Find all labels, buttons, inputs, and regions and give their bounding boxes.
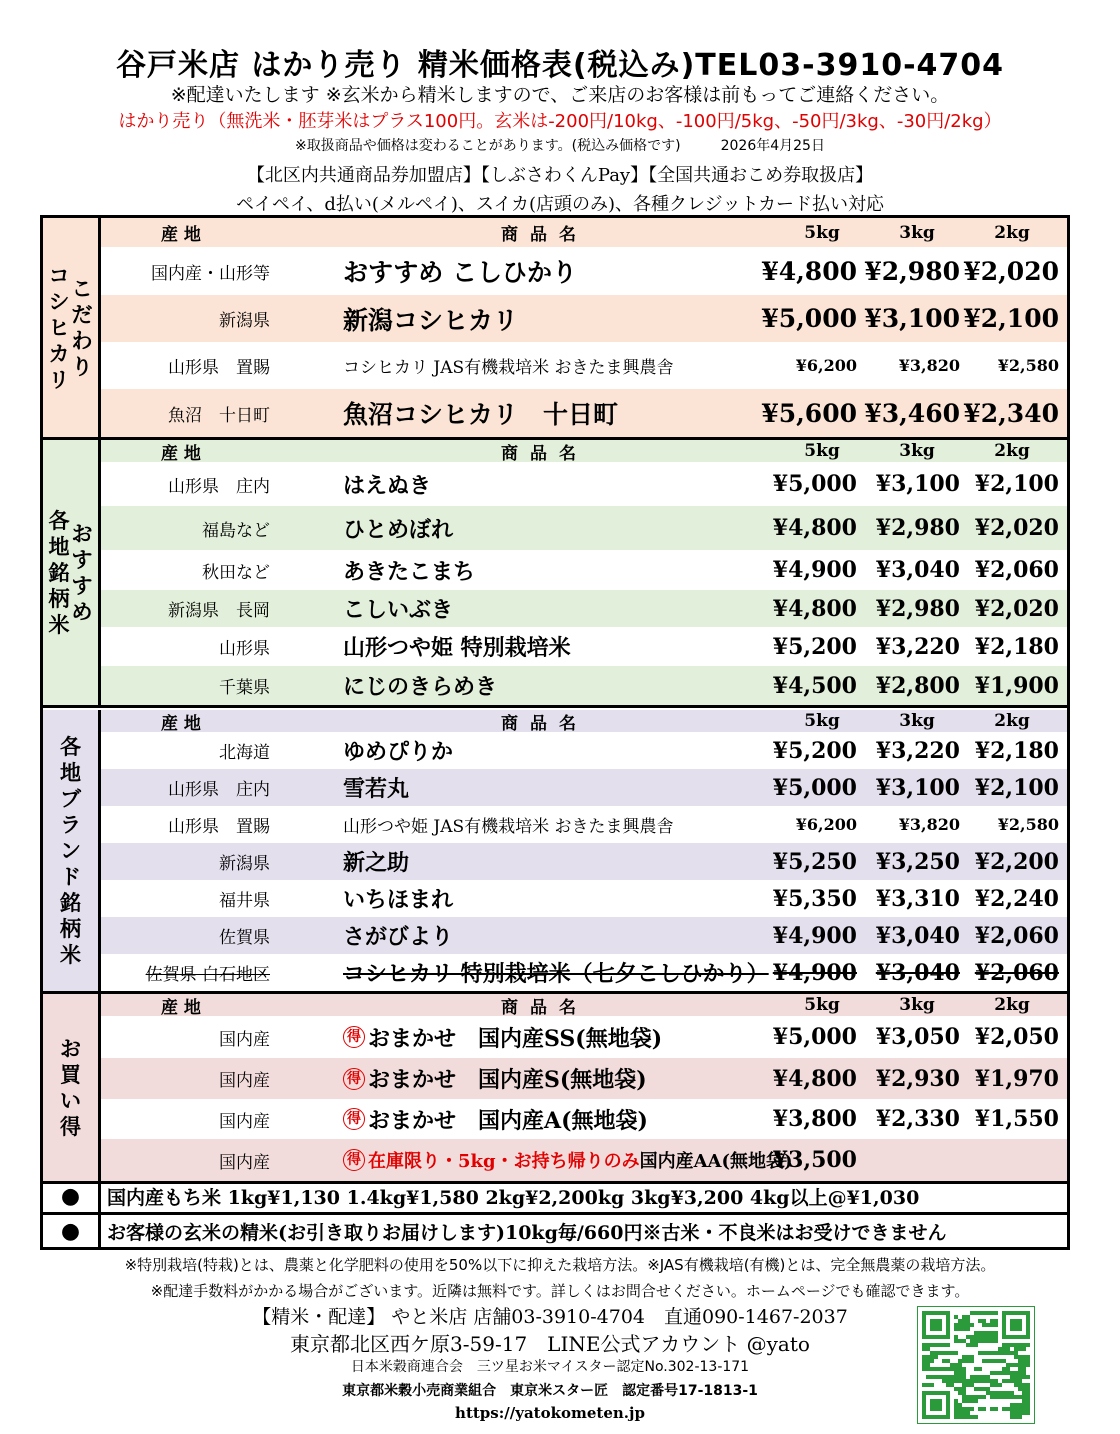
price-5kg: ¥4,500 bbox=[772, 672, 857, 699]
price-5kg: ¥5,200 bbox=[772, 633, 857, 660]
price-3kg: ¥2,330 bbox=[875, 1106, 960, 1132]
page-title: 谷戸米店 はかり売り 精米価格表(税込み)TEL03-3910-4704 bbox=[115, 48, 1005, 83]
origin-cell: 魚沼 十日町 bbox=[168, 405, 270, 426]
product-name: 魚沼コシヒカリ 十日町 bbox=[343, 400, 619, 429]
product-name: おまかせ 国内産SS(無地袋) bbox=[368, 1025, 663, 1052]
footer-association-1: 日本米穀商連合会 三ツ星お米マイスター認定No.302-13-171 bbox=[350, 1359, 750, 1375]
section-label bbox=[43, 994, 101, 1181]
product-name-cell bbox=[343, 954, 769, 991]
price-2kg: ¥2,060 bbox=[974, 959, 1059, 986]
price-2kg: ¥2,060 bbox=[974, 922, 1059, 949]
product-name-cell bbox=[343, 506, 453, 550]
origin-cell: 福島など bbox=[202, 520, 270, 541]
section-label-column bbox=[72, 521, 93, 625]
info-row bbox=[43, 1181, 1067, 1215]
section-label-column bbox=[72, 276, 93, 380]
section-4 bbox=[43, 994, 1067, 1184]
product-name: こしいぶき bbox=[343, 597, 454, 623]
header-name: 商品名 bbox=[501, 225, 588, 245]
section-label-char: 柄 bbox=[48, 585, 70, 611]
section-3 bbox=[43, 710, 1067, 994]
price-2kg: ¥2,020 bbox=[963, 256, 1059, 286]
price-2kg: ¥1,900 bbox=[974, 672, 1059, 699]
price-5kg: ¥5,200 bbox=[772, 737, 857, 764]
product-name-cell bbox=[343, 342, 674, 389]
price-3kg: ¥2,980 bbox=[875, 595, 960, 622]
product-name-cell bbox=[343, 462, 431, 506]
origin-cell: 佐賀県 白石地区 bbox=[145, 965, 270, 985]
origin-cell: 山形県 置賜 bbox=[168, 358, 270, 378]
section-label-char: だ bbox=[71, 301, 93, 327]
price-3kg: ¥2,800 bbox=[875, 672, 960, 699]
product-name-cell bbox=[343, 843, 409, 880]
product-name: ひとめぼれ bbox=[343, 516, 454, 543]
price-2kg: ¥1,970 bbox=[974, 1065, 1059, 1092]
table-row bbox=[101, 732, 1067, 769]
memberships: 【北区内共通商品券加盟店】【しぶさわくんPay】【全国共通おこめ券取扱店】 bbox=[246, 165, 874, 186]
section-label-char: 銘 bbox=[48, 559, 70, 585]
header-name: 商品名 bbox=[501, 443, 588, 464]
product-name-cell bbox=[343, 1099, 648, 1139]
section-label-char: カ bbox=[48, 340, 70, 366]
price-3kg: ¥3,820 bbox=[898, 815, 960, 834]
table-header-row bbox=[101, 218, 1067, 247]
table-row bbox=[101, 550, 1067, 590]
section-label-char: め bbox=[71, 598, 93, 624]
table-row bbox=[101, 917, 1067, 954]
info-row bbox=[43, 1214, 1067, 1248]
price-3kg: ¥3,100 bbox=[864, 304, 960, 333]
price-2kg: ¥2,020 bbox=[974, 595, 1059, 622]
section-label-char: 地 bbox=[60, 759, 81, 785]
website-link[interactable]: https://yatokometen.jp bbox=[455, 1404, 645, 1422]
qr-code-icon[interactable] bbox=[917, 1306, 1035, 1424]
price-3kg: ¥3,220 bbox=[875, 633, 960, 660]
deal-mark-icon: 得 bbox=[343, 1108, 365, 1130]
price-3kg: ¥3,820 bbox=[898, 356, 960, 375]
table-row bbox=[101, 954, 1067, 991]
deal-mark-icon: 得 bbox=[343, 1149, 365, 1171]
origin-cell: 山形県 bbox=[219, 639, 270, 659]
section-label-char: ブ bbox=[60, 785, 81, 811]
product-name: はえぬき bbox=[343, 472, 432, 499]
delivery-notice: ※配達いたします ※玄米から精米しますので、ご来店のお客様は前もってご連絡ください。 bbox=[170, 84, 950, 106]
bullet-icon: ● bbox=[43, 1214, 101, 1248]
section-label-char: シ bbox=[48, 288, 70, 314]
header-2kg: 2kg bbox=[994, 711, 1030, 731]
price-5kg: ¥5,000 bbox=[772, 774, 857, 801]
weighing-notice: はかり売り（無洗米・胚芽米はプラス100円。玄米は-200円/10kg、-100円/5kg、-50円/3kg、-30円/2kg） bbox=[118, 111, 1002, 132]
price-5kg: ¥4,900 bbox=[772, 557, 857, 583]
product-name-cell bbox=[343, 550, 475, 590]
price-2kg: ¥2,580 bbox=[997, 356, 1059, 375]
product-name: おまかせ 国内産S(無地袋) bbox=[368, 1067, 647, 1093]
section-label-column bbox=[60, 734, 81, 968]
price-2kg: ¥2,240 bbox=[974, 885, 1059, 912]
header-origin: 産 地 bbox=[161, 997, 201, 1018]
origin-cell: 福井県 bbox=[219, 891, 270, 911]
table-row bbox=[101, 342, 1067, 389]
origin-cell: 佐賀県 bbox=[219, 928, 270, 948]
table-row bbox=[101, 1016, 1067, 1058]
product-name: 山形つや姫 JAS有機栽培米 おきたま興農舎 bbox=[343, 817, 674, 837]
section-label-char: り bbox=[71, 353, 93, 379]
section-label-char: 地 bbox=[48, 533, 70, 559]
price-3kg: ¥3,460 bbox=[864, 398, 960, 428]
product-name-cell bbox=[343, 627, 571, 666]
origin-cell: 新潟県 bbox=[219, 311, 270, 331]
footer-contact: 【精米・配達】 やと米店 店舗03-3910-4704 直通090-1467-2037 bbox=[252, 1306, 848, 1328]
price-3kg: ¥2,930 bbox=[875, 1065, 960, 1092]
section-label-column bbox=[49, 263, 70, 393]
section-label-char: リ bbox=[48, 366, 70, 392]
header-origin: 産 地 bbox=[161, 713, 201, 734]
price-2kg: ¥2,200 bbox=[974, 848, 1059, 875]
price-2kg: ¥2,580 bbox=[997, 815, 1059, 834]
section-2 bbox=[43, 440, 1067, 708]
section-body bbox=[101, 994, 1067, 1181]
section-label-char: 柄 bbox=[60, 915, 81, 941]
product-name: 山形つや姫 特別栽培米 bbox=[343, 635, 571, 661]
table-row bbox=[101, 247, 1067, 295]
product-name: 新潟コシヒカリ bbox=[343, 305, 519, 335]
table-header-row bbox=[101, 440, 1067, 462]
price-5kg: ¥4,800 bbox=[772, 1065, 857, 1092]
table-row bbox=[101, 843, 1067, 880]
deal-mark-icon: 得 bbox=[343, 1026, 365, 1048]
section-label bbox=[43, 440, 101, 705]
bullet-icon: ● bbox=[43, 1181, 101, 1212]
table-header-row bbox=[101, 710, 1067, 732]
origin-cell: 山形県 置賜 bbox=[168, 817, 270, 837]
section-label-char: 各 bbox=[60, 733, 81, 759]
section-label-column bbox=[60, 1036, 81, 1140]
price-5kg: ¥5,000 bbox=[761, 304, 857, 333]
price-3kg: ¥3,040 bbox=[875, 959, 960, 986]
header-3kg: 3kg bbox=[899, 222, 935, 243]
product-name: いちほまれ bbox=[343, 887, 454, 913]
product-name-cell bbox=[343, 732, 453, 769]
table-row bbox=[101, 590, 1067, 627]
section-label-char: こ bbox=[71, 275, 93, 301]
date: 2026年4月25日 bbox=[720, 138, 825, 154]
price-5kg: ¥3,800 bbox=[772, 1106, 857, 1132]
product-name: ゆめぴりか bbox=[343, 739, 454, 765]
section-label-char: ラ bbox=[60, 811, 81, 837]
section-label-char: い bbox=[60, 1087, 81, 1113]
price-5kg: ¥4,900 bbox=[772, 922, 857, 949]
price-5kg: ¥4,800 bbox=[772, 515, 857, 541]
section-label-char: ド bbox=[60, 863, 81, 889]
origin-cell: 新潟県 bbox=[219, 854, 270, 874]
header-2kg: 2kg bbox=[994, 995, 1030, 1015]
price-5kg: ¥3,500 bbox=[772, 1147, 857, 1173]
deal-mark-icon: 得 bbox=[343, 1068, 365, 1090]
section-body bbox=[101, 440, 1067, 705]
payment-methods: ペイペイ、d払い(メルペイ)、スイカ(店頭のみ)、各種クレジットカード払い対応 bbox=[235, 194, 885, 215]
table-row bbox=[101, 1058, 1067, 1099]
product-name: 新之助 bbox=[343, 850, 410, 876]
header-5kg: 5kg bbox=[804, 711, 840, 731]
table-row bbox=[101, 462, 1067, 506]
section-label-char: す bbox=[71, 572, 93, 598]
section-label-char: ン bbox=[60, 837, 81, 863]
header-5kg: 5kg bbox=[804, 441, 840, 461]
product-name: あきたこまち bbox=[343, 558, 476, 585]
section-label-char: 米 bbox=[60, 941, 81, 967]
header-origin: 産 地 bbox=[161, 225, 201, 245]
note-cultivation: ※特別栽培(特栽)とは、農薬と化学肥料の使用を50%以下に抑えた栽培方法。※JAS有機栽培(有機)とは、完全無農薬の栽培方法。 bbox=[124, 1256, 996, 1274]
info-text: お客様の玄米の精米(お引き取りお届けします)10kg毎/660円※古米・不良米はお受けできません bbox=[107, 1221, 947, 1244]
product-name-cell bbox=[343, 769, 409, 806]
price-2kg: ¥2,050 bbox=[974, 1024, 1059, 1050]
price-2kg: ¥1,550 bbox=[974, 1106, 1059, 1132]
table-row bbox=[101, 627, 1067, 666]
product-name-cell bbox=[343, 666, 497, 705]
section-label bbox=[43, 218, 101, 437]
product-name: コシヒカリ 特別栽培米（七夕こしひかり） bbox=[343, 961, 769, 987]
section-label-char: 米 bbox=[48, 611, 70, 637]
header-3kg: 3kg bbox=[899, 711, 935, 731]
section-label-char: 買 bbox=[60, 1061, 81, 1087]
price-3kg: ¥3,250 bbox=[875, 848, 960, 875]
price-5kg: ¥4,900 bbox=[772, 959, 857, 986]
product-name: 雪若丸 bbox=[343, 776, 410, 802]
product-name-cell bbox=[343, 590, 453, 627]
stock-limited-text: 在庫限り・5kg・お持ち帰りのみ bbox=[368, 1151, 640, 1172]
price-2kg: ¥2,100 bbox=[963, 304, 1059, 333]
price-5kg: ¥5,600 bbox=[761, 398, 857, 428]
origin-cell: 国内産・山形等 bbox=[151, 263, 270, 284]
price-5kg: ¥5,350 bbox=[772, 885, 857, 912]
price-3kg: ¥3,100 bbox=[875, 471, 960, 497]
section-label-column bbox=[49, 508, 70, 638]
price-5kg: ¥5,000 bbox=[772, 471, 857, 497]
price-2kg bbox=[949, 1139, 1059, 1181]
origin-cell: 秋田など bbox=[202, 562, 270, 583]
product-name: にじのきらめき bbox=[343, 674, 498, 700]
section-label bbox=[43, 710, 101, 991]
product-name: コシヒカリ JAS有機栽培米 おきたま興農舎 bbox=[343, 358, 674, 378]
price-3kg: ¥3,040 bbox=[875, 557, 960, 583]
table-row bbox=[101, 806, 1067, 843]
section-1 bbox=[43, 218, 1067, 440]
origin-cell: 山形県 庄内 bbox=[168, 476, 270, 497]
price-change-notice bbox=[0, 135, 1120, 155]
price-5kg: ¥5,250 bbox=[772, 848, 857, 875]
product-name: おまかせ 国内産A(無地袋) bbox=[368, 1107, 648, 1134]
header-name: 商品名 bbox=[501, 713, 588, 734]
table-row bbox=[101, 295, 1067, 342]
header-2kg: 2kg bbox=[994, 222, 1030, 243]
product-name: おすすめ こしひかり bbox=[343, 258, 577, 287]
table-row bbox=[101, 666, 1067, 705]
origin-cell: 国内産 bbox=[219, 1029, 270, 1050]
price-2kg: ¥2,060 bbox=[974, 557, 1059, 583]
price-table bbox=[40, 215, 1070, 1250]
header-name: 商品名 bbox=[501, 997, 588, 1018]
table-header-row bbox=[101, 994, 1067, 1016]
origin-cell: 国内産 bbox=[219, 1111, 270, 1132]
note-delivery-fee: ※配達手数料がかかる場合がございます。近隣は無料です。詳しくはお問合せください。ホームページでも確認できます。 bbox=[150, 1282, 970, 1300]
header-2kg: 2kg bbox=[994, 441, 1030, 461]
price-3kg: ¥3,220 bbox=[875, 737, 960, 764]
price-3kg: ¥2,980 bbox=[875, 515, 960, 541]
product-name: 国内産AA(無地袋) bbox=[639, 1151, 793, 1172]
header-3kg: 3kg bbox=[899, 441, 935, 461]
product-name-cell bbox=[343, 1058, 647, 1099]
price-5kg: ¥5,000 bbox=[772, 1024, 857, 1050]
product-name-cell bbox=[343, 389, 618, 437]
header-5kg: 5kg bbox=[804, 222, 840, 243]
section-label-char: お bbox=[71, 520, 93, 546]
origin-cell: 北海道 bbox=[219, 743, 270, 763]
table-row bbox=[101, 769, 1067, 806]
section-label-char: ヒ bbox=[48, 314, 70, 340]
product-name-cell bbox=[343, 806, 674, 843]
footer-association-2: 東京都米穀小売商業組合 東京米スター匠 認定番号17-1813-1 bbox=[342, 1383, 758, 1399]
header-3kg: 3kg bbox=[899, 995, 935, 1015]
section-body bbox=[101, 218, 1067, 437]
product-name-cell bbox=[343, 1139, 793, 1181]
origin-cell: 国内産 bbox=[219, 1152, 270, 1173]
price-3kg: ¥3,310 bbox=[875, 885, 960, 912]
table-row bbox=[101, 1099, 1067, 1139]
price-5kg: ¥6,200 bbox=[795, 356, 857, 375]
footer-address: 東京都北区西ケ原3-59-17 LINE公式アカウント @yato bbox=[290, 1332, 810, 1356]
price-3kg: ¥3,050 bbox=[875, 1024, 960, 1050]
info-text: 国内産もち米 1kg¥1,130 1.4kg¥1,580 2kg¥2,200kg 3kg¥3,200 4kg以上@¥1,030 bbox=[107, 1187, 920, 1209]
table-row bbox=[101, 506, 1067, 550]
section-label-char: 各 bbox=[48, 507, 70, 533]
table-row bbox=[101, 389, 1067, 437]
price-2kg: ¥2,020 bbox=[974, 515, 1059, 541]
section-body bbox=[101, 710, 1067, 991]
price-5kg: ¥4,800 bbox=[761, 256, 857, 286]
price-5kg: ¥6,200 bbox=[795, 815, 857, 834]
product-name-cell bbox=[343, 917, 453, 954]
section-label-char: お bbox=[60, 1035, 81, 1061]
price-5kg: ¥4,800 bbox=[772, 595, 857, 622]
price-2kg: ¥2,340 bbox=[963, 398, 1059, 428]
price-3kg: ¥3,040 bbox=[875, 922, 960, 949]
origin-cell: 国内産 bbox=[219, 1071, 270, 1091]
origin-cell: 山形県 庄内 bbox=[168, 780, 270, 800]
price-3kg: ¥3,100 bbox=[875, 774, 960, 801]
product-name: さがびより bbox=[343, 924, 454, 950]
section-label-char: す bbox=[71, 546, 93, 572]
price-change-text: ※取扱商品や価格は変わることがあります。(税込み価格です) bbox=[295, 138, 681, 154]
table-row bbox=[101, 1139, 1067, 1181]
section-label-char: 銘 bbox=[60, 889, 81, 915]
header-5kg: 5kg bbox=[804, 995, 840, 1015]
table-row bbox=[101, 880, 1067, 917]
price-2kg: ¥2,180 bbox=[974, 737, 1059, 764]
section-label-char: わ bbox=[71, 327, 93, 353]
origin-cell: 新潟県 長岡 bbox=[168, 601, 270, 621]
section-label-char: コ bbox=[48, 262, 70, 288]
product-name-cell bbox=[343, 1016, 662, 1058]
price-3kg bbox=[850, 1139, 960, 1181]
price-3kg: ¥2,980 bbox=[864, 256, 960, 286]
section-label-char: 得 bbox=[60, 1113, 81, 1139]
product-name-cell bbox=[343, 247, 577, 295]
header-origin: 産 地 bbox=[161, 443, 201, 464]
product-name-cell bbox=[343, 295, 518, 342]
origin-cell: 千葉県 bbox=[219, 678, 270, 698]
price-2kg: ¥2,100 bbox=[974, 471, 1059, 497]
price-2kg: ¥2,100 bbox=[974, 774, 1059, 801]
price-2kg: ¥2,180 bbox=[974, 633, 1059, 660]
product-name-cell bbox=[343, 880, 453, 917]
